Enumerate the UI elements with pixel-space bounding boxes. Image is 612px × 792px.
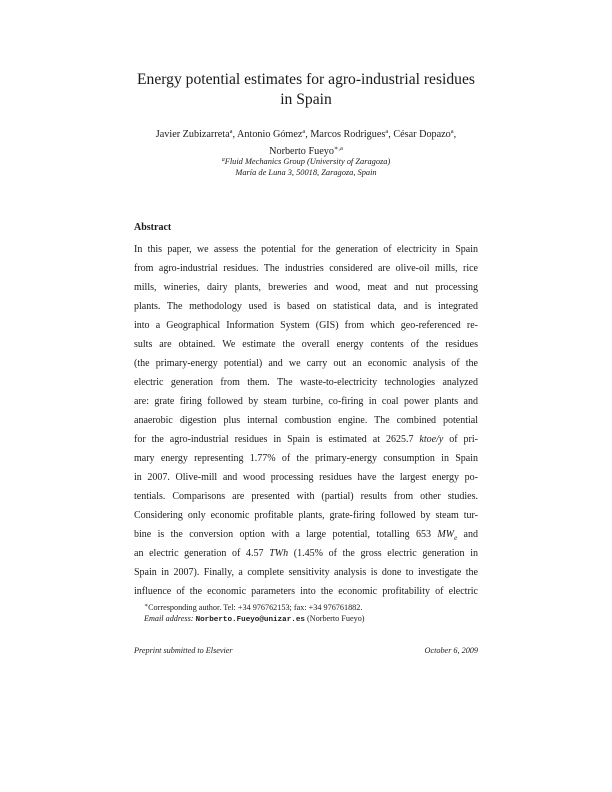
author-mark: a	[229, 128, 233, 135]
abstract-heading: Abstract	[134, 222, 172, 233]
abstract-line: In this paper, we assess the potential for the generation of electricity in Spain	[134, 244, 478, 255]
abstract-line: from agro-industrial residues. The industries considered are olive-oil mills, rice	[134, 263, 478, 274]
abstract-line: mary energy representing 1.77% of the primary-energy consumption in Spain	[134, 453, 478, 464]
text-segment: and	[457, 529, 478, 540]
author-name: Marcos Rodrigues	[310, 129, 386, 140]
affiliation-mark: a	[221, 157, 225, 163]
abstract-line	[134, 430, 478, 449]
preprint-note: Preprint submitted to Elsevier	[134, 646, 233, 655]
unit-subscript: e	[454, 534, 458, 542]
abstract-line: Considering only economic profitable plants, grate-firing followed by steam tur-	[134, 510, 478, 521]
email-link[interactable]: Norberto.Fueyo@unizar.es	[195, 616, 305, 624]
corresponding-author: Corresponding author. Tel: +34 976762153; fax: +34 976761882.	[148, 603, 363, 612]
abstract-line: plants. The methodology used is based on statistical data, and is integrated	[134, 301, 478, 312]
email-owner: (Norberto Fueyo)	[306, 614, 365, 623]
affiliation-line-1: Fluid Mechanics Group (University of Zaragoza)	[224, 157, 391, 166]
affiliation	[120, 155, 492, 178]
affiliation-line-2: María de Luna 3, 50018, Zaragoza, Spain	[235, 168, 377, 177]
author-list: Javier Zubizarreta$^a$, Antonio Gómez$^a$, Marcos Rodrigues$^a$, César Dopazo$^a$, Norberto Fueyo$^{∗,a}$	[155, 128, 457, 157]
abstract-body	[134, 240, 478, 601]
author-mark: a	[450, 128, 454, 135]
author-mark: ∗,a	[333, 145, 343, 152]
text-segment: an electric generation of 4.57	[134, 548, 270, 559]
author-mark: a	[302, 128, 306, 135]
footnote-mark: ∗	[144, 603, 149, 609]
email-label: Email address:	[144, 614, 194, 623]
author-name: César Dopazo	[393, 129, 451, 140]
abstract-line: are: grate firing followed by steam turbine, co-firing in coal power plants and	[134, 396, 478, 407]
footnote	[144, 601, 365, 626]
abstract-line: mills, wineries, dairy plants, breweries and wood, meat and nut processing	[134, 282, 478, 293]
unit-ktoe: ktoe/y	[419, 434, 444, 445]
unit-mw: MW	[437, 529, 455, 540]
abstract-line: (the primary-energy potential) and we carry out an economic analysis of the	[134, 358, 478, 369]
abstract-line: Spain in 2007). Finally, a complete sensitivity analysis is done to investigate the	[134, 567, 478, 578]
author-mark: a	[385, 128, 389, 135]
abstract-line: anaerobic digestion plus internal combustion engine. The combined potential	[134, 415, 478, 426]
author-name: Norberto Fueyo	[269, 146, 334, 157]
abstract-line: tentials. Comparisons are presented with (partial) results from other studies.	[134, 491, 478, 502]
preprint-date: October 6, 2009	[424, 646, 478, 655]
abstract-line: influence of the economic parameters into the economic profitability of electric	[134, 586, 478, 597]
text-segment: of pri-	[443, 434, 478, 445]
abstract-line: in 2007. Olive-mill and wood processing residues have the largest energy po-	[134, 472, 478, 483]
abstract-line: into a Geographical Information System (GIS) from which geo-referenced re-	[134, 320, 478, 331]
title-line-2: in Spain	[280, 91, 332, 108]
author-name: Javier Zubizarreta	[155, 129, 230, 140]
abstract-line: electric generation from them. The waste-to-electricity technologies analyzed	[134, 377, 478, 388]
abstract-line: sults are obtained. We estimate the overall energy contents of the residues	[134, 339, 478, 350]
text-segment: for the agro-industrial residues in Spain is estimated at 2625.7	[134, 434, 420, 445]
text-segment: bine is the conversion option with a large potential, totalling 653	[134, 529, 438, 540]
abstract-line	[134, 525, 478, 544]
title-line-1: Energy potential estimates for agro-industrial residues	[137, 71, 475, 88]
unit-twh: TWh	[269, 548, 289, 559]
text-segment: (1.45% of the gross electric generation in	[288, 548, 478, 559]
author-name: Antonio Gómez	[237, 129, 303, 140]
paper-title	[120, 70, 492, 110]
abstract-line	[134, 544, 478, 563]
